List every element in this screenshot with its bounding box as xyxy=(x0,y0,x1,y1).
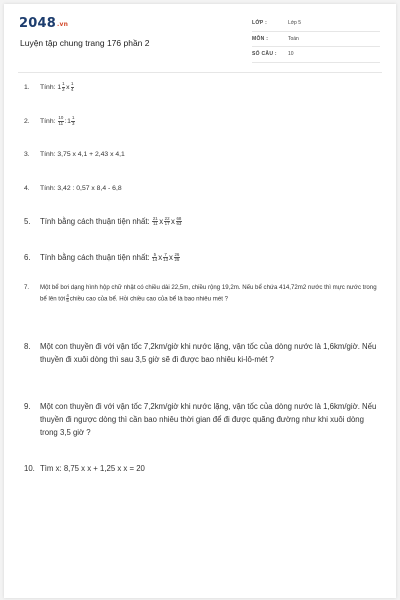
question-number: 1. xyxy=(24,84,30,91)
worksheet-page xyxy=(4,4,396,598)
meta-table xyxy=(252,16,380,63)
question-text xyxy=(40,116,382,127)
question-item xyxy=(18,82,382,93)
question-item xyxy=(18,149,382,160)
question-text xyxy=(40,215,382,228)
question-text: Tính: 3,42 : 0,57 x 8,4 - 6,8 xyxy=(40,185,122,192)
fraction: $\frac{1}{2}$ xyxy=(62,81,65,92)
meta-value: Toán xyxy=(288,35,299,42)
fraction: $\frac{4}{5}$ xyxy=(66,292,69,304)
fraction: $\frac{26}{25}$ xyxy=(174,251,180,263)
operator: x xyxy=(159,217,164,226)
question-prefix: Tính: xyxy=(40,84,56,91)
meta-row-count xyxy=(252,47,380,63)
question-number: 6. xyxy=(24,253,31,262)
question-number: 8. xyxy=(24,342,31,351)
question-item xyxy=(18,283,382,305)
fraction: $\frac{10}{11}$ xyxy=(58,115,64,126)
question-text xyxy=(40,82,382,93)
question-text xyxy=(40,283,382,305)
question-item xyxy=(18,400,382,439)
question-number: 7. xyxy=(24,284,30,291)
header-divider xyxy=(18,72,382,73)
question-text: Tìm x: 8,75 x x + 1,25 x x = 20 xyxy=(40,464,145,473)
question-text-part: chiều cao của bể. Hỏi chiều cao của bể là bao nhiêu mét ? xyxy=(69,295,229,303)
question-item xyxy=(18,116,382,127)
question-item xyxy=(18,215,382,228)
operator: x xyxy=(169,253,173,262)
question-item xyxy=(18,183,382,194)
worksheet-header xyxy=(4,4,396,74)
question-number: 2. xyxy=(24,118,30,125)
meta-value: 10 xyxy=(288,51,294,57)
logo-text: 2048 xyxy=(19,16,56,31)
fraction: $\frac{1}{4}$ xyxy=(71,81,74,92)
question-text-part: Một bể bơi dạng hình hộp chữ nhật có chiều dài 22,5m, chiều rộng 19,2m. Nếu bể chứa 414,72m2 nước thì mực nước trong bể lên tới xyxy=(40,284,377,303)
operator: x xyxy=(171,217,175,226)
question-item xyxy=(18,462,382,475)
question-text: Một con thuyền đi với vận tốc 7,2km/giờ khi nước lặng, vận tốc của dòng nước là 1,6km/giờ. Nếu thuyền đi ngược dòng thì cần bao nhiêu thời gian để đi được quãng đường như khi xuôi dòng trong 3,5 giờ ? xyxy=(40,402,377,437)
operator: x xyxy=(158,253,163,262)
question-number: 9. xyxy=(24,402,31,411)
question-text: Một con thuyền đi với vận tốc 7,2km/giờ khi nước lặng, vận tốc của dòng nước là 1,6km/giờ. Nếu thuyền đi xuôi dòng thì sau 3,5 giờ sẽ đi được bao nhiêu ki-lô-mét ? xyxy=(40,342,377,364)
fraction: $\frac{22}{17}$ xyxy=(164,215,170,227)
question-prefix: Tính bằng cách thuận tiện nhất: xyxy=(40,253,150,262)
operator: : xyxy=(64,118,67,125)
question-text: Tính: 3,75 x 4,1 + 2,43 x 4,1 xyxy=(40,151,125,158)
question-item xyxy=(18,251,382,264)
meta-row-class xyxy=(252,16,380,32)
meta-value: Lớp 5 xyxy=(288,20,302,26)
site-logo[interactable] xyxy=(19,16,68,31)
question-number: 3. xyxy=(24,151,30,158)
question-text xyxy=(40,251,382,264)
meta-label: SỐ CÂU : xyxy=(252,51,277,57)
meta-row-subject xyxy=(252,32,380,48)
fraction: $\frac{5}{14}$ xyxy=(152,251,158,263)
question-number: 10. xyxy=(24,464,35,473)
fraction: $\frac{1}{3}$ xyxy=(71,115,75,126)
operator: x xyxy=(66,84,70,91)
fraction: $\frac{21}{11}$ xyxy=(152,215,158,227)
fraction: $\frac{7}{13}$ xyxy=(163,251,169,263)
meta-label: MÔN : xyxy=(252,35,269,42)
question-prefix: Tính bằng cách thuận tiện nhất: xyxy=(40,217,150,226)
question-number: 5. xyxy=(24,217,31,226)
logo-suffix: .vn xyxy=(56,21,69,28)
question-number: 4. xyxy=(24,185,30,192)
mixed-whole: 1 xyxy=(67,118,71,125)
meta-label: LỚP : xyxy=(252,20,268,26)
mixed-whole: 1 xyxy=(57,84,62,91)
fraction: $\frac{68}{63}$ xyxy=(176,215,182,227)
question-item xyxy=(18,340,382,366)
page-title: Luyện tập chung trang 176 phần 2 xyxy=(20,38,150,48)
question-prefix: Tính: xyxy=(40,118,56,125)
